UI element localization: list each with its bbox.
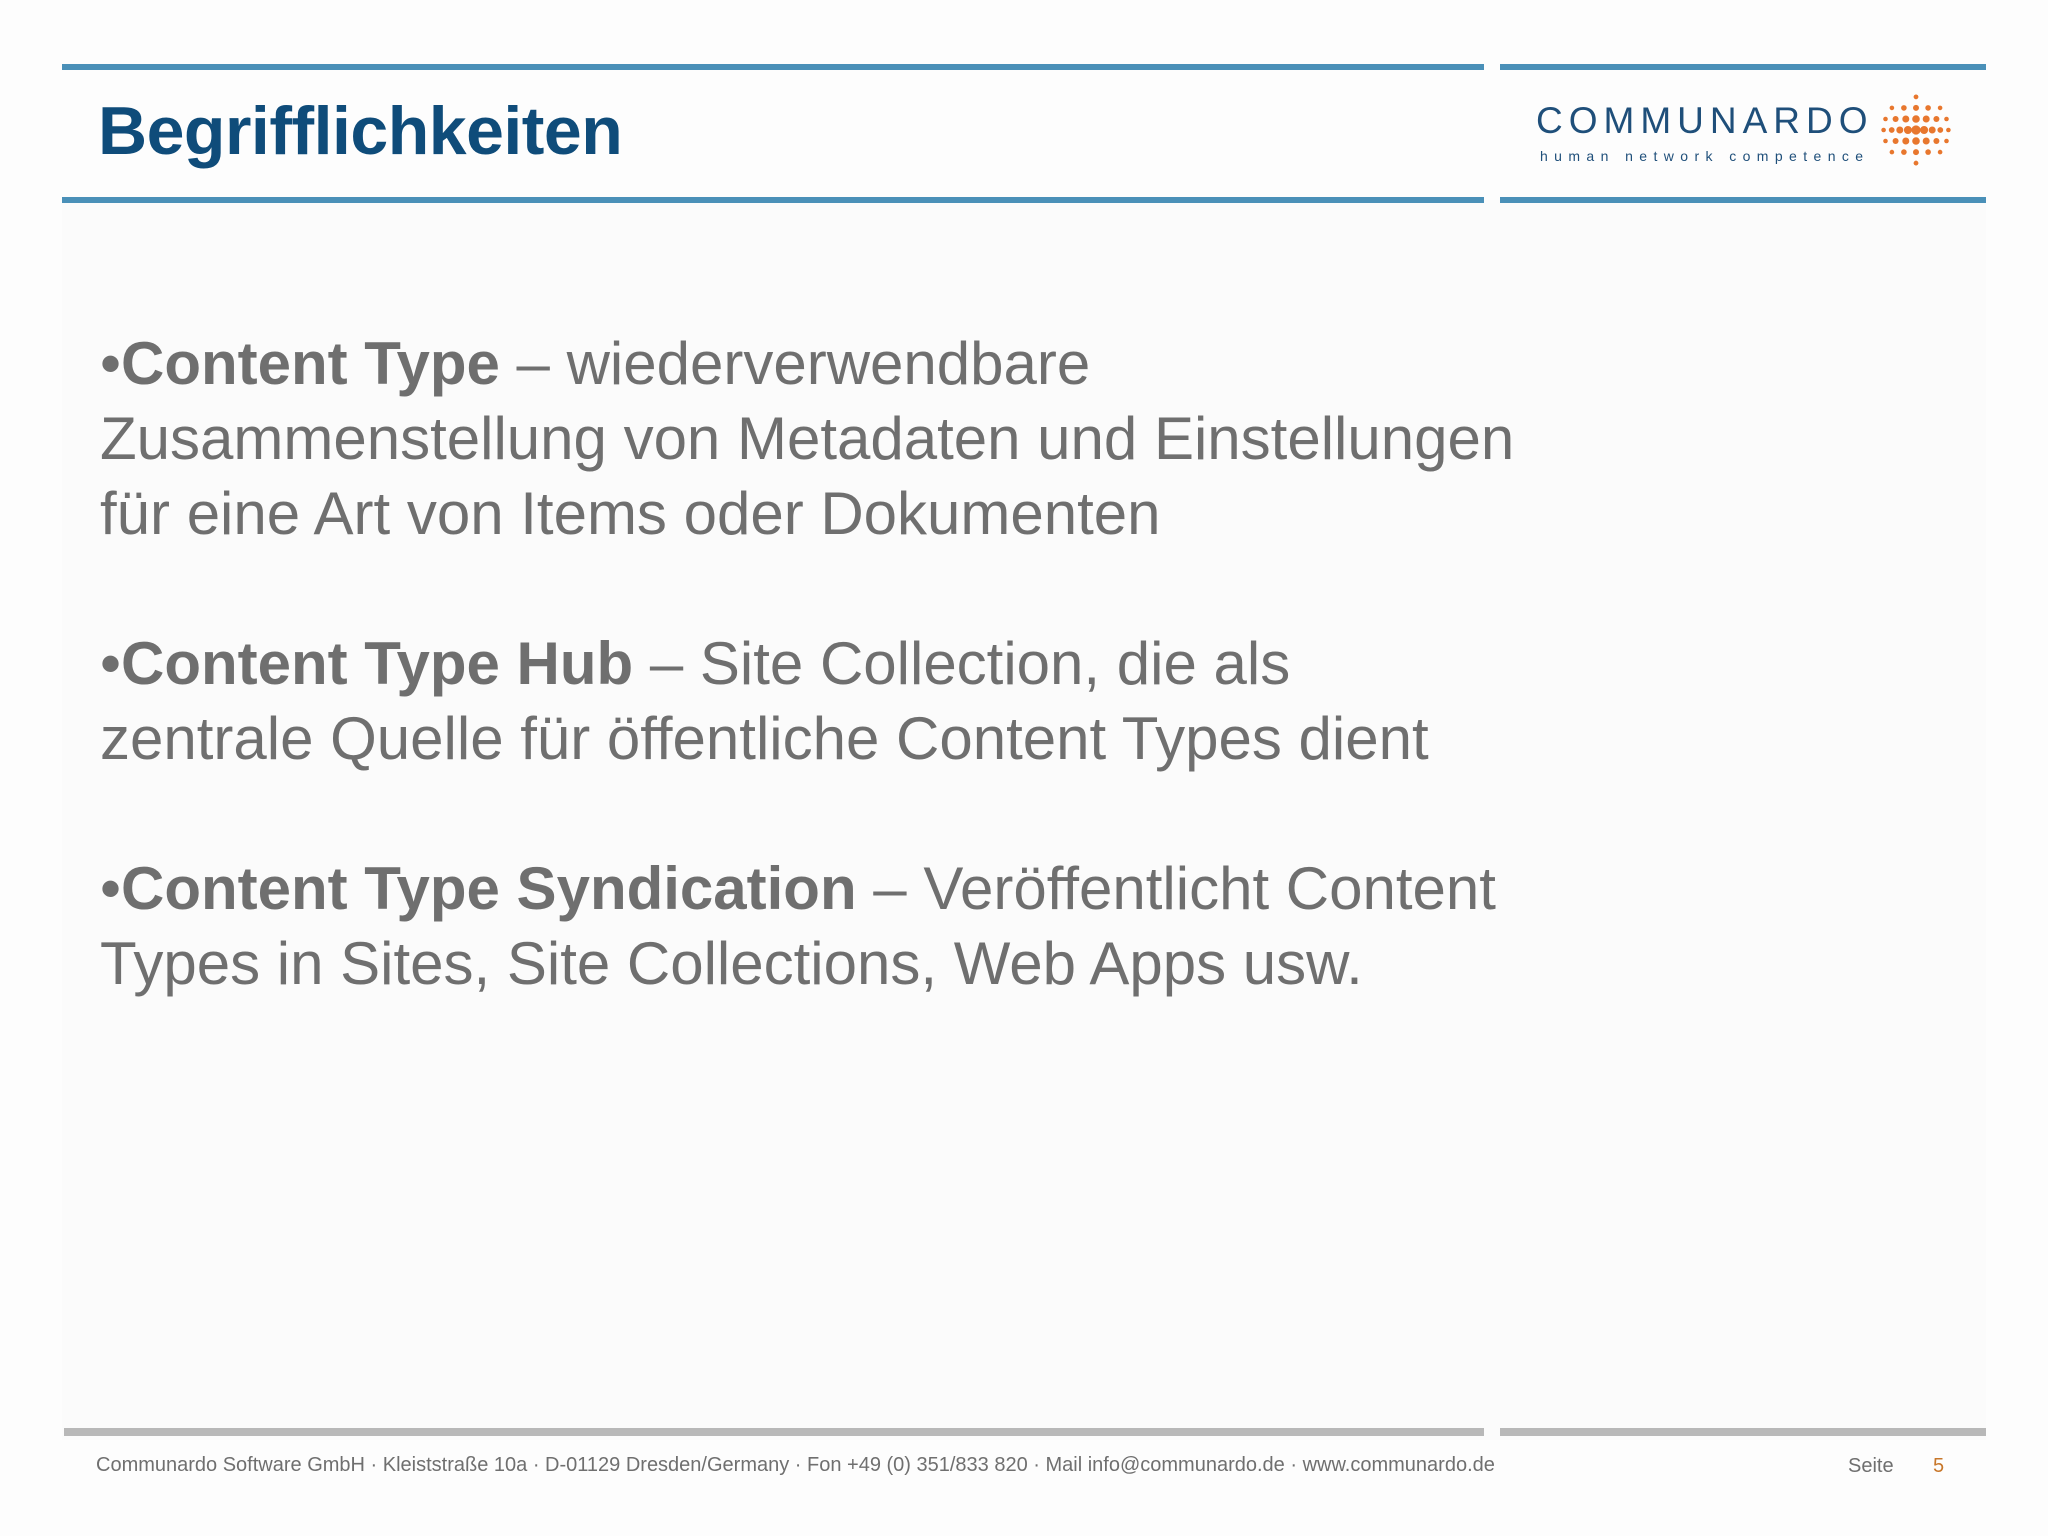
- logo-dot: [1912, 115, 1920, 123]
- logo-dot: [1929, 127, 1936, 134]
- logo-bottom-rule: [1500, 197, 1986, 203]
- logo-dot: [1883, 117, 1888, 122]
- communardo-logo: [1530, 90, 1960, 180]
- logo-dot: [1904, 126, 1912, 134]
- logo-top-rule: [1500, 64, 1986, 70]
- logo-dot: [1920, 126, 1928, 134]
- logo-dot: [1944, 139, 1949, 144]
- page-label: Seite: [1848, 1455, 1894, 1477]
- header-top-rule: [62, 64, 1484, 70]
- logo-dot: [1914, 95, 1919, 100]
- dot-sphere-icon: [1876, 90, 1956, 170]
- logo-dot: [1901, 149, 1907, 155]
- logo-dot: [1944, 117, 1949, 122]
- bullet-content-type-hub: •Content Type Hub – Site Collection, die als zentrale Quelle für öffentliche Content Types dient: [100, 630, 1429, 772]
- logo-dot: [1913, 149, 1919, 155]
- logo-dot: [1902, 138, 1909, 145]
- logo-dot: [1890, 106, 1895, 111]
- logo-dot: [1890, 150, 1895, 155]
- bullet-content-type: •Content Type – wiederverwendbare Zusammenstellung von Metadaten und Einstellungen für eine Art von Items oder Dokumenten: [100, 330, 1515, 547]
- logo-dot: [1881, 128, 1886, 133]
- logo-dot: [1893, 116, 1899, 122]
- logo-dot: [1946, 128, 1951, 133]
- logo-dot: [1937, 127, 1943, 133]
- logo-dot: [1883, 139, 1888, 144]
- logo-dot: [1933, 138, 1939, 144]
- logo-dot: [1923, 116, 1930, 123]
- bullet-term: Content Type Hub: [121, 630, 634, 697]
- logo-dot: [1912, 137, 1920, 145]
- logo-dot: [1902, 116, 1909, 123]
- bullet-content-type-syndication: •Content Type Syndication – Veröffentlicht Content Types in Sites, Site Collections, Web Apps usw.: [100, 855, 1496, 997]
- bullet-term: Content Type Syndication: [121, 855, 857, 922]
- bullet-description: – wiederverwendbare Zusammenstellung von Metadaten und Einstellungen für eine Art von Items oder Dokumenten: [100, 330, 1515, 547]
- logo-dot: [1889, 127, 1895, 133]
- page-number: 5: [1933, 1455, 1945, 1477]
- footer-rule-left: [64, 1428, 1484, 1436]
- logo-dot: [1938, 106, 1943, 111]
- logo-dot: [1914, 161, 1919, 166]
- logo-dot: [1901, 105, 1907, 111]
- logo-dot: [1893, 138, 1899, 144]
- logo-tagline: human network competence: [1540, 148, 1870, 164]
- header-bottom-rule: [62, 197, 1484, 203]
- logo-dot: [1925, 105, 1931, 111]
- slide-title: Begrifflichkeiten: [98, 93, 623, 169]
- logo-dot: [1938, 150, 1943, 155]
- logo-dot: [1913, 105, 1919, 111]
- logo-dot: [1896, 127, 1903, 134]
- bullet-list: [100, 326, 1520, 1076]
- footer-rule-right: [1500, 1428, 1986, 1436]
- logo-dot: [1923, 138, 1930, 145]
- footer-contact: Communardo Software GmbH · Kleiststraße 10a · D-01129 Dresden/Germany · Fon +49 (0) 351/833 820 · Mail info@communardo.de · www.communardo.de: [96, 1454, 1495, 1476]
- logo-dot: [1925, 149, 1931, 155]
- bullet-term: Content Type: [121, 330, 500, 397]
- logo-wordmark: COMMUNARDO: [1536, 100, 1874, 141]
- logo-dot: [1933, 116, 1939, 122]
- bullet-description: – Site Collection, die als zentrale Quelle für öffentliche Content Types dient: [100, 630, 1429, 772]
- logo-dot: [1911, 125, 1920, 134]
- bullet-description: – Veröffentlicht Content Types in Sites, Site Collections, Web Apps usw.: [100, 855, 1496, 997]
